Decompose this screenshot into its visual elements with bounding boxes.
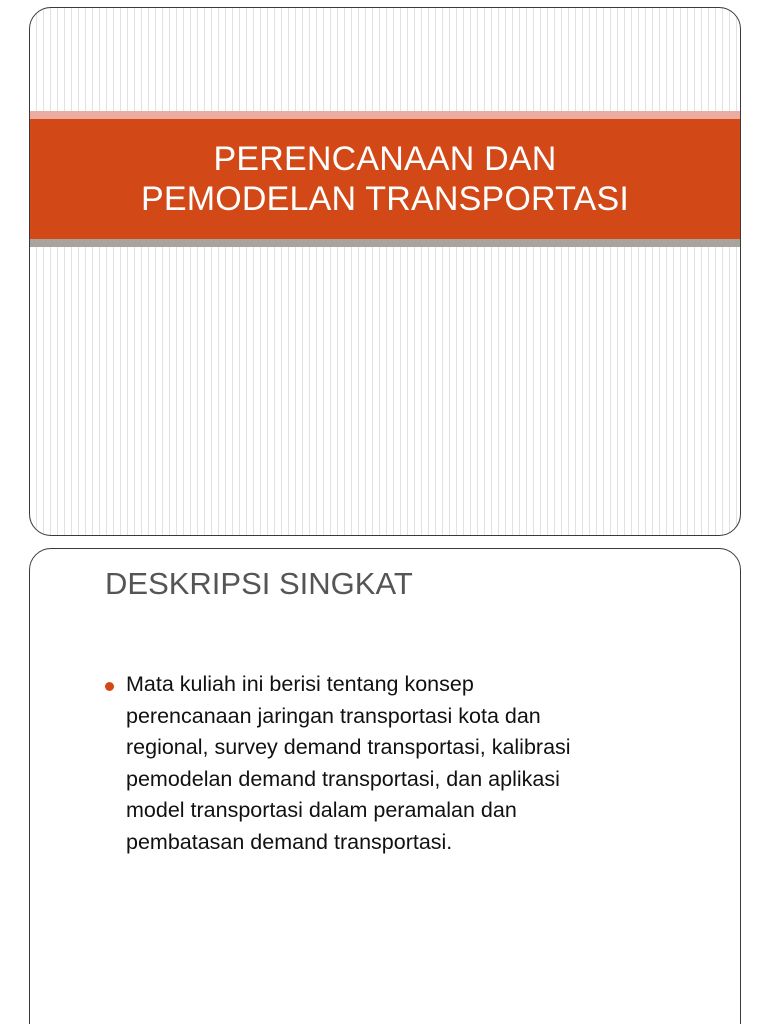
slide-title [141,139,629,219]
bullet-line-6: pembatasan demand transportasi. [126,829,453,854]
bullet-line-1: Mata kuliah ini berisi tentang konsep [126,672,474,696]
bullet-list [105,669,705,858]
title-slide [29,7,741,536]
bullet-dot-icon [105,682,114,691]
section-heading: DESKRIPSI SINGKAT [105,566,413,601]
bullet-line-2: perencanaan jaringan transportasi kota dan [126,703,541,728]
bullet-line-4: pemodelan demand transportasi, dan aplikasi [126,766,560,791]
title-band-bottom-stripe [30,239,740,247]
slide-title-line-1: PERENCANAAN DAN [213,140,557,178]
bullet-item [105,669,705,858]
bullet-line-5: model transportasi dalam peramalan dan [126,798,517,822]
slide-title-line-2: PEMODELAN TRANSPORTASI [140,180,630,218]
title-band-main [30,119,740,239]
content-slide [29,548,741,1024]
bullet-line-3: regional, survey demand transportasi, kalibrasi [126,735,571,759]
title-band-top-stripe [30,111,740,119]
title-band [30,111,740,247]
